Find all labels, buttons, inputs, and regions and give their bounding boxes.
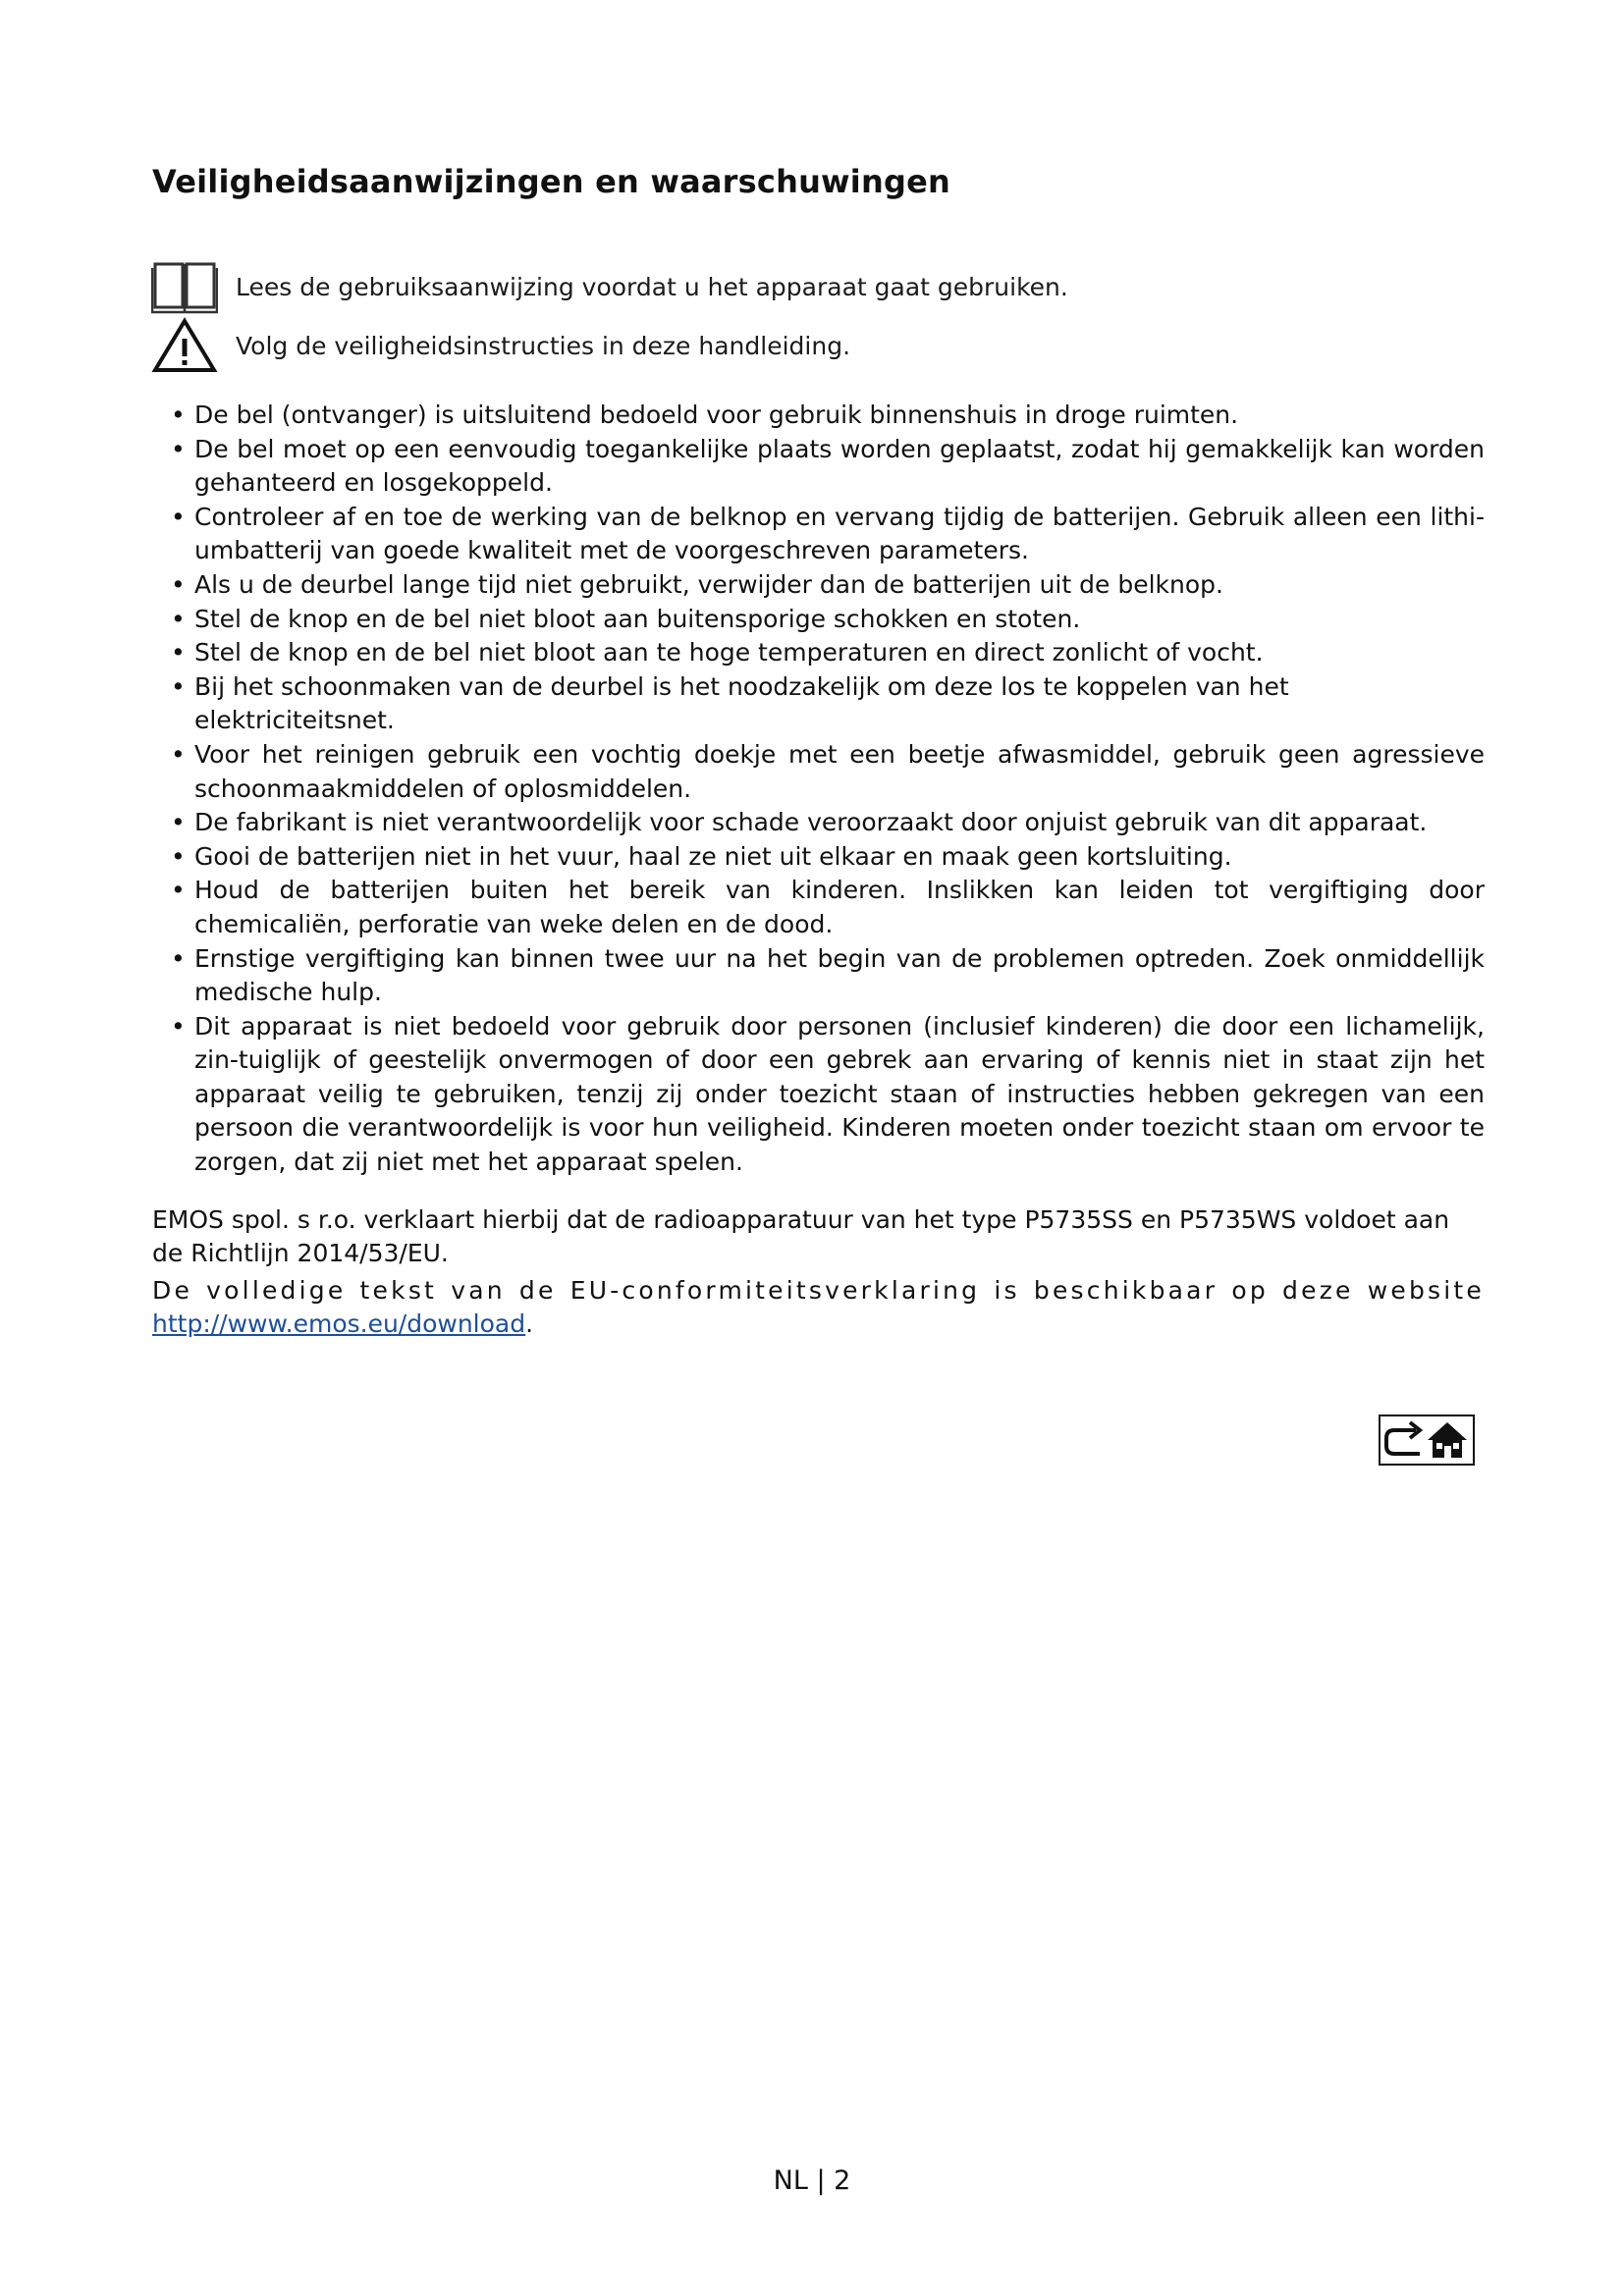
conformity-declaration: EMOS spol. s r.o. verklaart hierbij dat de radioapparatuur van het type P5735SS en P5735WS voldoet aan de Richtlijn 2014/53/EU.	[152, 1205, 1450, 1267]
icon-note-manual	[151, 257, 1068, 316]
list-item: • Gooi de batterijen niet in het vuur, haal ze niet uit elkaar en maak geen kortsluiting.	[169, 840, 1485, 875]
list-item: • Houd de batterijen buiten het bereik van kinderen. Inslikken kan leiden tot vergiftiging door chemicaliën, perforatie van weke delen en de dood.	[169, 874, 1485, 941]
back-to-home-icon	[1380, 1416, 1473, 1464]
safety-instructions-list	[169, 399, 1485, 1180]
back-to-home-button[interactable]	[1379, 1415, 1475, 1466]
book-icon	[151, 258, 218, 315]
list-item: • Ernstige vergiftiging kan binnen twee uur na het begin van de problemen optreden. Zoek onmiddellijk medische hulp.	[169, 942, 1485, 1010]
warning-triangle-icon	[151, 317, 218, 374]
page-title: Veiligheidsaanwijzingen en waarschuwingen	[152, 163, 950, 200]
list-item: • Controleer af en toe de werking van de belknop en vervang tijdig de batterijen. Gebruik alleen een lithi-umbatterij van goede kwaliteit met de voorgeschreven parameters.	[169, 501, 1485, 568]
list-item: • Dit apparaat is niet bedoeld voor gebruik door personen (inclusief kinderen) die door een lichamelijk, zin-tuiglijk of geestelijk onvermogen of door een gebrek aan ervaring of kennis niet in staat zijn het apparaat veilig te gebruiken, tenzij zij onder toezicht staan of instructies hebben gekregen van een persoon die verantwoordelijk is voor hun veiligheid. Kinderen moeten onder toezicht staan om ervoor te zorgen, dat zij niet met het apparaat spelen.	[169, 1010, 1485, 1180]
download-link[interactable]: http://www.emos.eu/download	[152, 1309, 526, 1338]
list-item: • Als u de deurbel lange tijd niet gebruikt, verwijder dan de batterijen uit de belknop.	[169, 568, 1485, 603]
list-item: • Stel de knop en de bel niet bloot aan te hoge temperaturen en direct zonlicht of vocht.	[169, 636, 1485, 670]
icon-note-text: Lees de gebruiksaanwijzing voordat u het apparaat gaat gebruiken.	[236, 272, 1068, 301]
url-suffix: .	[525, 1309, 534, 1338]
list-item: • Bij het schoonmaken van de deurbel is het noodzakelijk om deze los te koppelen van het elektriciteitsnet.	[169, 670, 1485, 738]
icon-note-text: Volg de veiligheidsinstructies in deze handleiding.	[236, 331, 851, 360]
page-number: NL | 2	[773, 2165, 851, 2196]
list-item: • De bel moet op een eenvoudig toegankelijke plaats worden geplaatst, zodat hij gemakkelijk kan worden gehanteerd en losgekoppeld.	[169, 433, 1485, 501]
conformity-text: De volledige tekst van de EU-conformiteitsverklaring is beschikbaar op deze website	[152, 1276, 1485, 1305]
list-item: • Stel de knop en de bel niet bloot aan buitensporige schokken en stoten.	[169, 603, 1485, 637]
icon-note-safety	[151, 316, 850, 375]
list-item: • De fabrikant is niet verantwoordelijk voor schade veroorzaakt door onjuist gebruik van dit apparaat.	[169, 806, 1485, 840]
list-item: • De bel (ontvanger) is uitsluitend bedoeld voor gebruik binnenshuis in droge ruimten.	[169, 399, 1485, 433]
conformity-url-line	[152, 1308, 533, 1341]
list-item: • Voor het reinigen gebruik een vochtig doekje met een beetje afwasmiddel, gebruik geen agressieve schoonmaakmiddelen of oplosmiddelen.	[169, 738, 1485, 806]
